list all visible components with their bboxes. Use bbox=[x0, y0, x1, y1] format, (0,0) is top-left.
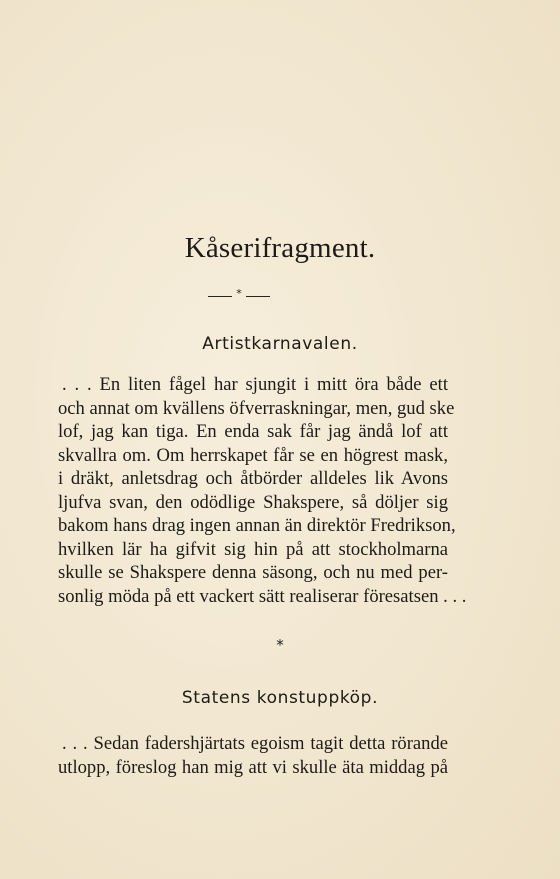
text-line: utlopp, föreslog han mig att vi skulle äta middag på bbox=[58, 756, 448, 778]
text-line: ljufva svan, den odödlige Shakspere, så döljer sig bbox=[58, 491, 448, 513]
text-line: sonlig möda på ett vackert sätt realiserar föresatsen . . . bbox=[58, 585, 467, 607]
text-line: lof, jag kan tiga. En enda sak får jag ändå lof att bbox=[58, 421, 448, 442]
section-heading-artistkarnavalen: Artistkarnavalen. bbox=[202, 334, 358, 354]
text-line: bakom hans drag ingen annan än direktör Fredrikson, bbox=[58, 515, 456, 536]
divider-line-left bbox=[208, 296, 232, 297]
section-heading-statens-konstuppkop: Statens konstuppköp. bbox=[181, 688, 379, 708]
section-separator-asterisk: * bbox=[276, 636, 284, 654]
text-line: och annat om kvällens öfverraskningar, men, gud ske bbox=[58, 397, 455, 419]
text-line: skvallra om. Om herrskapet får se en högrest mask, bbox=[58, 444, 448, 466]
divider-asterisk: * bbox=[236, 287, 242, 300]
text-line: . . . En liten fågel har sjungit i mitt öra både ett bbox=[62, 374, 448, 395]
text-line: skulle se Shakspere denna säsong, och nu med per- bbox=[58, 562, 448, 583]
text-line: hvilken lär ha gifvit sig hin på att stockholmarna bbox=[58, 538, 448, 560]
paragraph-statens-konstuppkop bbox=[58, 732, 448, 779]
paragraph-artistkarnavalen bbox=[58, 373, 467, 608]
text-line: i dräkt, anletsdrag och åtbörder alldeles lik Avons bbox=[58, 468, 448, 489]
title-divider bbox=[208, 289, 270, 303]
divider-line-right bbox=[246, 296, 270, 297]
text-line: . . . Sedan fadershjärtats egoism tagit detta rörande bbox=[62, 733, 448, 754]
page-title: Kåserifragment. bbox=[184, 232, 376, 264]
